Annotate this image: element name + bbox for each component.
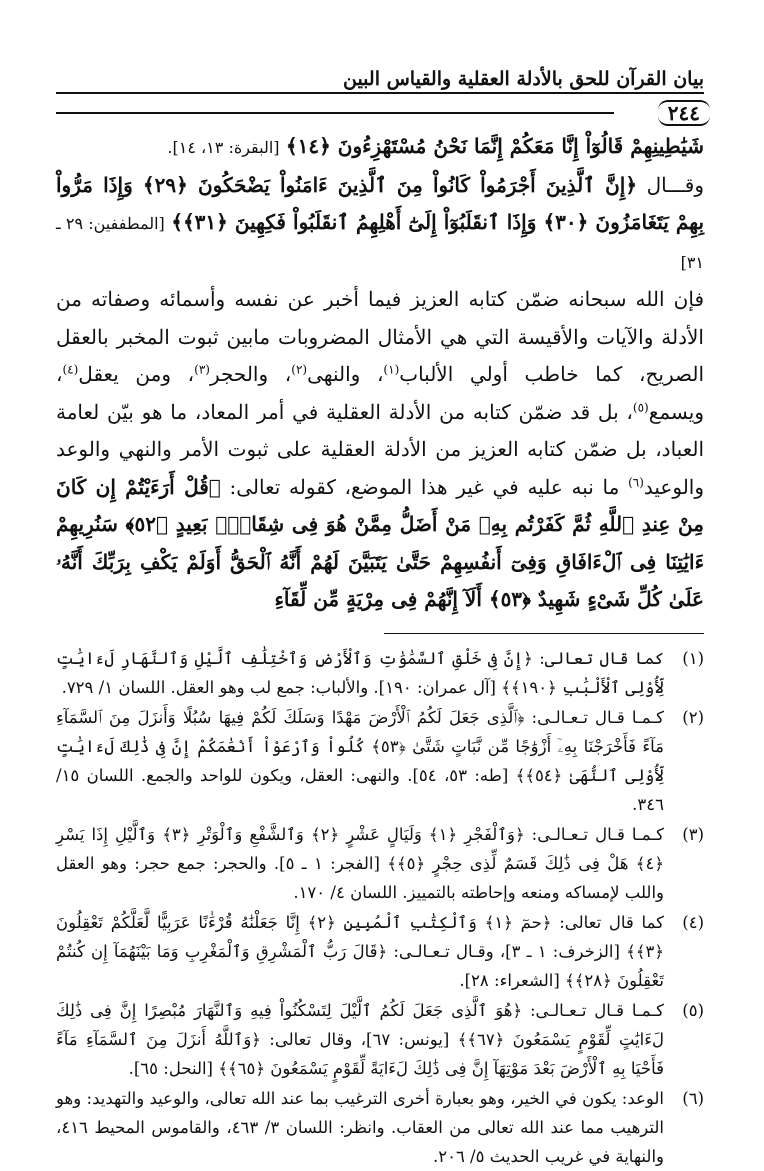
page-number: ٢٤٤ <box>658 100 710 126</box>
book-page <box>56 62 705 1166</box>
footnote <box>56 1084 704 1171</box>
quran-verse: شَيَٰطِينِهِمْ قَالُوٓاْ إِنَّا مَعَكُمْ إِنَّمَا نَحْنُ مُسْتَهْزِءُونَ ﴿١٤﴾ <box>285 134 704 158</box>
page-number-row <box>56 100 704 128</box>
footnote-text: كما قال تعالى: ﴿حمٓ ﴿١﴾ وَٱلْكِتَٰبِ ٱلْمُبِينِ ﴿٢﴾ إِنَّا جَعَلْنَٰهُ قُرْءَٰنًا عَرَبِيًّا لَّعَلَّكُمْ تَعْقِلُونَ ﴿٣﴾﴾ [الزخرف: ١ ـ ٣]، وقـال تـعـالـى: ﴿قَالَ رَبُّ ٱلْمَشْرِقِ وَٱلْمَغْرِبِ وَمَا بَيْنَهُمَآ إِن كُنتُمْ تَعْقِلُونَ ﴿٢٨﴾﴾ [الشعراء: ٢٨]. <box>56 912 665 990</box>
footnote-text: كـمـا قـال تـعـالـى: ﴿هُوَ ٱلَّذِى جَعَلَ لَكُمُ ٱلَّيْلَ لِتَسْكُنُواْ فِيهِ وَٱلنَّهَارَ مُبْصِرًا إِنَّ فِى ذَٰلِكَ لَءَايَٰتٍ لِّقَوْمٍ يَسْمَعُونَ ﴿٦٧﴾﴾ [يونس: ٦٧]، وقال تعالى: ﴿وَٱللَّهُ أَنزَلَ مِنَ ٱلسَّمَآءِ مَآءً فَأَحْيَا بِهِ ٱلْأَرْضَ بَعْدَ مَوْتِهَآ إِنَّ فِى ذَٰلِكَ لَءَايَةً لِّقَوْمٍ يَسْمَعُونَ ﴿٦٥﴾﴾ [النحل: ٦٥]. <box>56 1000 665 1078</box>
verse-reference: [المطففين: ٢٩ ـ ٣١] <box>56 214 704 272</box>
paragraph-text: فإن الله سبحانه ضمّن كتابه العزيز فيما أخبر عن نفسه وأسمائه وصفاته من الأدلة والآيات والأقيسة التي هي الأمثال المضروبات مابين ثبوت المخبر بالعقل الصريح، كما خاطب أولي الألباب <box>56 287 705 386</box>
footnote <box>56 908 704 995</box>
header-title: بيان القرآن للحق بالأدلة العقلية والقياس البين <box>342 68 704 90</box>
paragraph-text: ، ومن يعقل <box>78 362 195 386</box>
footnote <box>56 996 704 1083</box>
footnote <box>56 820 704 907</box>
paragraph-text: ، ويسمع <box>56 362 704 424</box>
paragraph-text: ، بل قد ضمّن كتابه من الأدلة العقلية في أمر المعاد، ما هو بيّن لعامة العباد، بل ضمّن كتابه العزيز من الأدلة العقلية على ثبوت الأمر والنهي والوعد والوعيد <box>56 399 704 499</box>
footnote-divider <box>384 633 704 634</box>
footnote-number: (٢) <box>682 707 704 727</box>
verse-reference: [البقرة: ١٣، ١٤]. <box>167 138 280 157</box>
footnote-marker: (٥) <box>632 399 649 414</box>
page-number-divider <box>56 112 614 114</box>
paragraph-text: ، والنهى <box>307 362 384 386</box>
paragraph-text: وقـــال <box>646 172 705 197</box>
footnote-number: (٥) <box>682 1000 704 1020</box>
paragraph <box>56 281 704 619</box>
footnote-text: كما قال تعالى: ﴿إِنَّ فِى خَلْقِ ٱلسَّمَٰوَٰتِ وَٱلْأَرْضِ وَٱخْتِلَٰفِ ٱلَّيْلِ وَٱلنَّهَارِ لَءَايَٰتٍ لِّأُوْلِى ٱلْأَلْبَٰبِ ﴿١٩٠﴾﴾ [آل عمران: ١٩٠]. والألباب: جمع لب وهو العقل. اللسان ١/ ٧٢٩. <box>56 648 664 697</box>
paragraph-text: ما نبه عليه في غير هذا الموضع، كقوله تعالى: <box>229 474 629 499</box>
footnote-number: (١) <box>682 648 704 668</box>
running-header <box>56 62 704 94</box>
paragraph-text: ، والحجر <box>209 362 292 386</box>
footnote-marker: (٦) <box>628 474 644 489</box>
footnote <box>56 703 704 819</box>
footnote-marker: (١) <box>383 362 400 377</box>
quran-verse: ﴿قُلْ أَرَءَيْتُمْ إِن كَانَ مِنْ عِندِ ٱللَّهِ ثُمَّ كَفَرْتُم بِهِۦ مَنْ أَضَلُّ مِمَّنْ هُوَ فِى شِقَاقٍۭ بَعِيدٍ ﴿٥٢﴾ سَنُرِيهِمْ ءَايَٰتِنَا فِى ٱلْءَافَاقِ وَفِىٓ أَنفُسِهِمْ حَتَّىٰ يَتَبَيَّنَ لَهُمْ أَنَّهُ ٱلْحَقُّ أَوَلَمْ يَكْفِ بِرَبِّكَ أَنَّهُۥ عَلَىٰ كُلِّ شَىْءٍ شَهِيدٌ ﴿٥٣﴾ أَلَآ إِنَّهُمْ فِى مِرْيَةٍ مِّن لِّقَآءِ <box>56 474 704 611</box>
footnote-number: (٤) <box>682 912 704 932</box>
paragraph <box>56 128 704 167</box>
footnote <box>56 644 704 702</box>
footnote-text: الوعد: يكون في الخير، وهو بعبارة أخرى الترغيب بما عند الله تعالى، والوعيد والتهديد: وهو الترهيب مما عند الله تعالى من العقاب. وانظر: اللسان ٣/ ٤٦٣، والقاموس المحيط ٤١٦، والنهاية في غريب الحديث ٥/ ٢٠٦. <box>56 1088 664 1166</box>
footnote-number: (٣) <box>682 824 704 844</box>
paragraph <box>56 167 704 282</box>
footnote-text: كـمـا قـال تـعـالـى: ﴿وَٱلْفَجْرِ ﴿١﴾ وَلَيَالٍ عَشْرٍ ﴿٢﴾ وَٱلشَّفْعِ وَٱلْوَتْرِ ﴿٣﴾ وَٱلَّيْلِ إِذَا يَسْرِ ﴿٤﴾ هَلْ فِى ذَٰلِكَ قَسَمٌ لِّذِى حِجْرٍ ﴿٥﴾﴾ [الفجر: ١ ـ ٥]. والحجر: جمع حجر: وهو العقل واللب لإمساكه ومنعه وإحاطته بالتمييز. اللسان ٤/ ١٧٠. <box>56 824 664 902</box>
footnote-text: كـمـا قـال تـعـالـى: ﴿ٱلَّذِى جَعَلَ لَكُمُ ٱلْأَرْضَ مَهْدًا وَسَلَكَ لَكُمْ فِيهَا سُبُلًا وَأَنزَلَ مِنَ ٱلسَّمَآءِ مَآءً فَأَخْرَجْنَا بِهِۦٓ أَزْوَٰجًا مِّن نَّبَاتٍ شَتَّىٰ ﴿٥٣﴾ كُلُواْ وَٱرْعَوْاْ أَنْعَٰمَكُمْ إِنَّ فِى ذَٰلِكَ لَءَايَٰتٍ لِّأُوْلِى ٱلنُّهَىٰ ﴿٥٤﴾﴾ [طه: ٥٣، ٥٤]. والنهى: العقل، ويكون للواحد والجمع. اللسان ١٥/ ٣٤٦. <box>56 707 664 814</box>
footnote-marker: (٢) <box>291 362 308 377</box>
quran-verse: ﴿إِنَّ ٱلَّذِينَ أَجْرَمُواْ كَانُواْ مِنَ ٱلَّذِينَ ءَامَنُواْ يَضْحَكُونَ ﴿٢٩﴾ وَإِذَا مَرُّواْ بِهِمْ يَتَغَامَزُونَ ﴿٣٠﴾ وَإِذَا ٱنقَلَبُوٓاْ إِلَىٰٓ أَهْلِهِمُ ٱنقَلَبُواْ فَكِهِينَ ﴿٣١﴾﴾ <box>56 172 705 234</box>
footnote-marker: (٤) <box>62 362 79 377</box>
main-text <box>56 128 704 619</box>
footnote-number: (٦) <box>682 1088 704 1108</box>
footnote-marker: (٣) <box>194 362 210 377</box>
footnotes <box>56 644 704 1171</box>
